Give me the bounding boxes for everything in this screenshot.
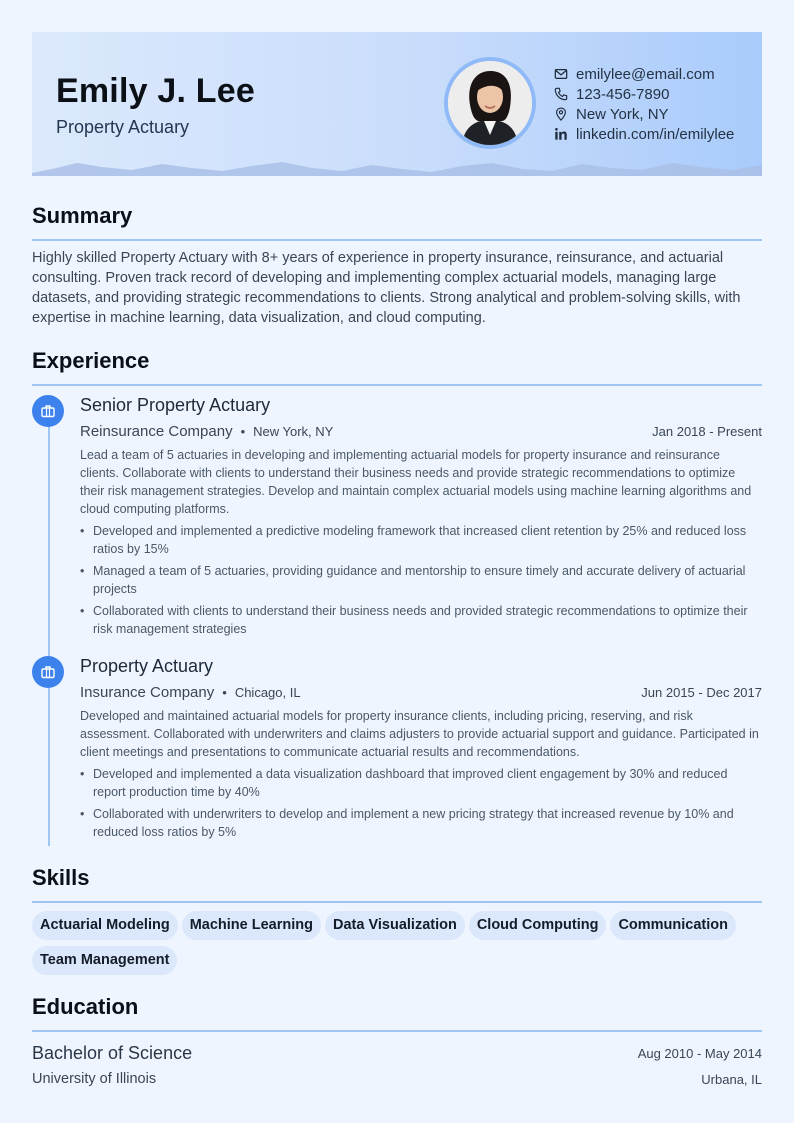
job-title: Senior Property Actuary: [80, 395, 271, 415]
summary-divider: [32, 239, 762, 241]
education-heading: Education: [32, 994, 139, 1019]
job-briefcase-icon: [32, 656, 64, 688]
job-location: Chicago, IL: [234, 685, 301, 700]
skills-divider: [32, 901, 762, 903]
education-degree: Bachelor of Science: [32, 1043, 193, 1063]
skill-tag: Communication: [610, 911, 736, 940]
candidate-name: Emily J. Lee: [56, 72, 255, 110]
contact-list: [554, 64, 734, 144]
experience-heading: Experience: [32, 348, 150, 373]
resume-header: [32, 32, 762, 176]
job-entry: [80, 395, 762, 642]
skills-heading: Skills: [32, 865, 90, 890]
briefcase-icon: [40, 403, 56, 419]
job-company: Reinsurance Company: [80, 423, 233, 440]
job-achievements: [80, 522, 762, 638]
contact-email[interactable]: [554, 64, 734, 84]
avatar: [444, 57, 536, 149]
job-briefcase-icon: [32, 395, 64, 427]
phone-icon: [554, 87, 568, 101]
achievement-item: • Managed a team of 5 actuaries, providing guidance and mentorship to ensure timely and accurate delivery of actuarial projects: [80, 562, 762, 598]
job-location: New York, NY: [253, 424, 334, 439]
briefcase-icon: [40, 664, 56, 680]
skill-tag: Actuarial Modeling: [32, 911, 178, 940]
job-description: Developed and maintained actuarial models for property insurance clients, including pricing, reserving, and risk assessment. Collaborated with underwriters and claims adjusters to provide actuarial support and guidance. Participated in client meetings and presentations to communicate actuarial results and recommendations.: [80, 709, 759, 759]
job-company: Insurance Company: [80, 684, 215, 701]
education-school: University of Illinois: [32, 1071, 157, 1087]
skill-tag: Machine Learning: [182, 911, 321, 940]
education-location: Urbana, IL: [701, 1072, 762, 1087]
skills-list: [32, 911, 772, 981]
contact-linkedin[interactable]: [554, 124, 734, 144]
job-title: Property Actuary: [80, 656, 214, 676]
job-description: Lead a team of 5 actuaries in developing and implementing actuarial models for property insurance and reinsurance clients. Collaborate with clients to understand their business needs and provide strategic recommendations to optimize their risk management strategies. Develop and maintain complex actuarial models using machine learning algorithms and cloud computing platforms.: [80, 448, 752, 516]
skill-tag: Cloud Computing: [469, 911, 607, 940]
achievement-item: • Collaborated with underwriters to develop and implement a new pricing strategy that increased revenue by 10% and reduced loss ratios by 5%: [80, 805, 762, 841]
achievement-item: • Developed and implemented a data visualization dashboard that improved client engagement by 30% and reduced report production time by 40%: [80, 765, 762, 801]
summary-heading: Summary: [32, 203, 133, 228]
job-achievements: [80, 765, 762, 841]
job-dates: Jun 2015 - Dec 2017: [641, 685, 762, 700]
location-pin-icon: [554, 107, 568, 121]
education-divider: [32, 1030, 762, 1032]
achievement-item: • Collaborated with clients to understand their business needs and provided strategic recommendations to optimize their risk management strategies: [80, 602, 762, 638]
separator-dot: •: [222, 685, 227, 700]
achievement-item: • Developed and implemented a predictive modeling framework that increased client retention by 25% and reduced loss ratios by 15%: [80, 522, 762, 558]
timeline-line: [48, 400, 50, 846]
education-dates: Aug 2010 - May 2014: [637, 1046, 762, 1061]
job-meta: [80, 423, 762, 445]
mail-icon: [554, 67, 568, 81]
contact-linkedin-text: linkedin.com/in/emilylee: [576, 125, 735, 143]
header-wave-decoration: [32, 160, 762, 176]
separator-dot: •: [240, 424, 246, 439]
experience-divider: [32, 384, 762, 386]
job-dates: Jan 2018 - Present: [652, 424, 762, 439]
job-meta: [80, 684, 762, 706]
summary-text: Highly skilled Property Actuary with 8+ years of experience in property insurance, reinsurance, and actuarial consulting. Proven track record of developing and implementing complex actuarial models, managing large datasets, and providing strategic recommendations to clients. Strong analytical and problem-solving skills, with expertise in machine learning, data visualization, and cloud computing.: [32, 250, 741, 326]
contact-location: [554, 104, 734, 124]
contact-location-text: New York, NY: [576, 105, 669, 123]
candidate-title: Property Actuary: [56, 117, 190, 137]
job-entry: [80, 656, 762, 845]
contact-email-text: emilylee@email.com: [576, 65, 715, 83]
skill-tag: Team Management: [32, 946, 177, 975]
linkedin-icon: [554, 127, 568, 141]
skill-tag: Data Visualization: [325, 911, 465, 940]
contact-phone[interactable]: [554, 84, 734, 104]
contact-phone-text: 123-456-7890: [576, 85, 670, 103]
profile-photo: [448, 61, 532, 145]
